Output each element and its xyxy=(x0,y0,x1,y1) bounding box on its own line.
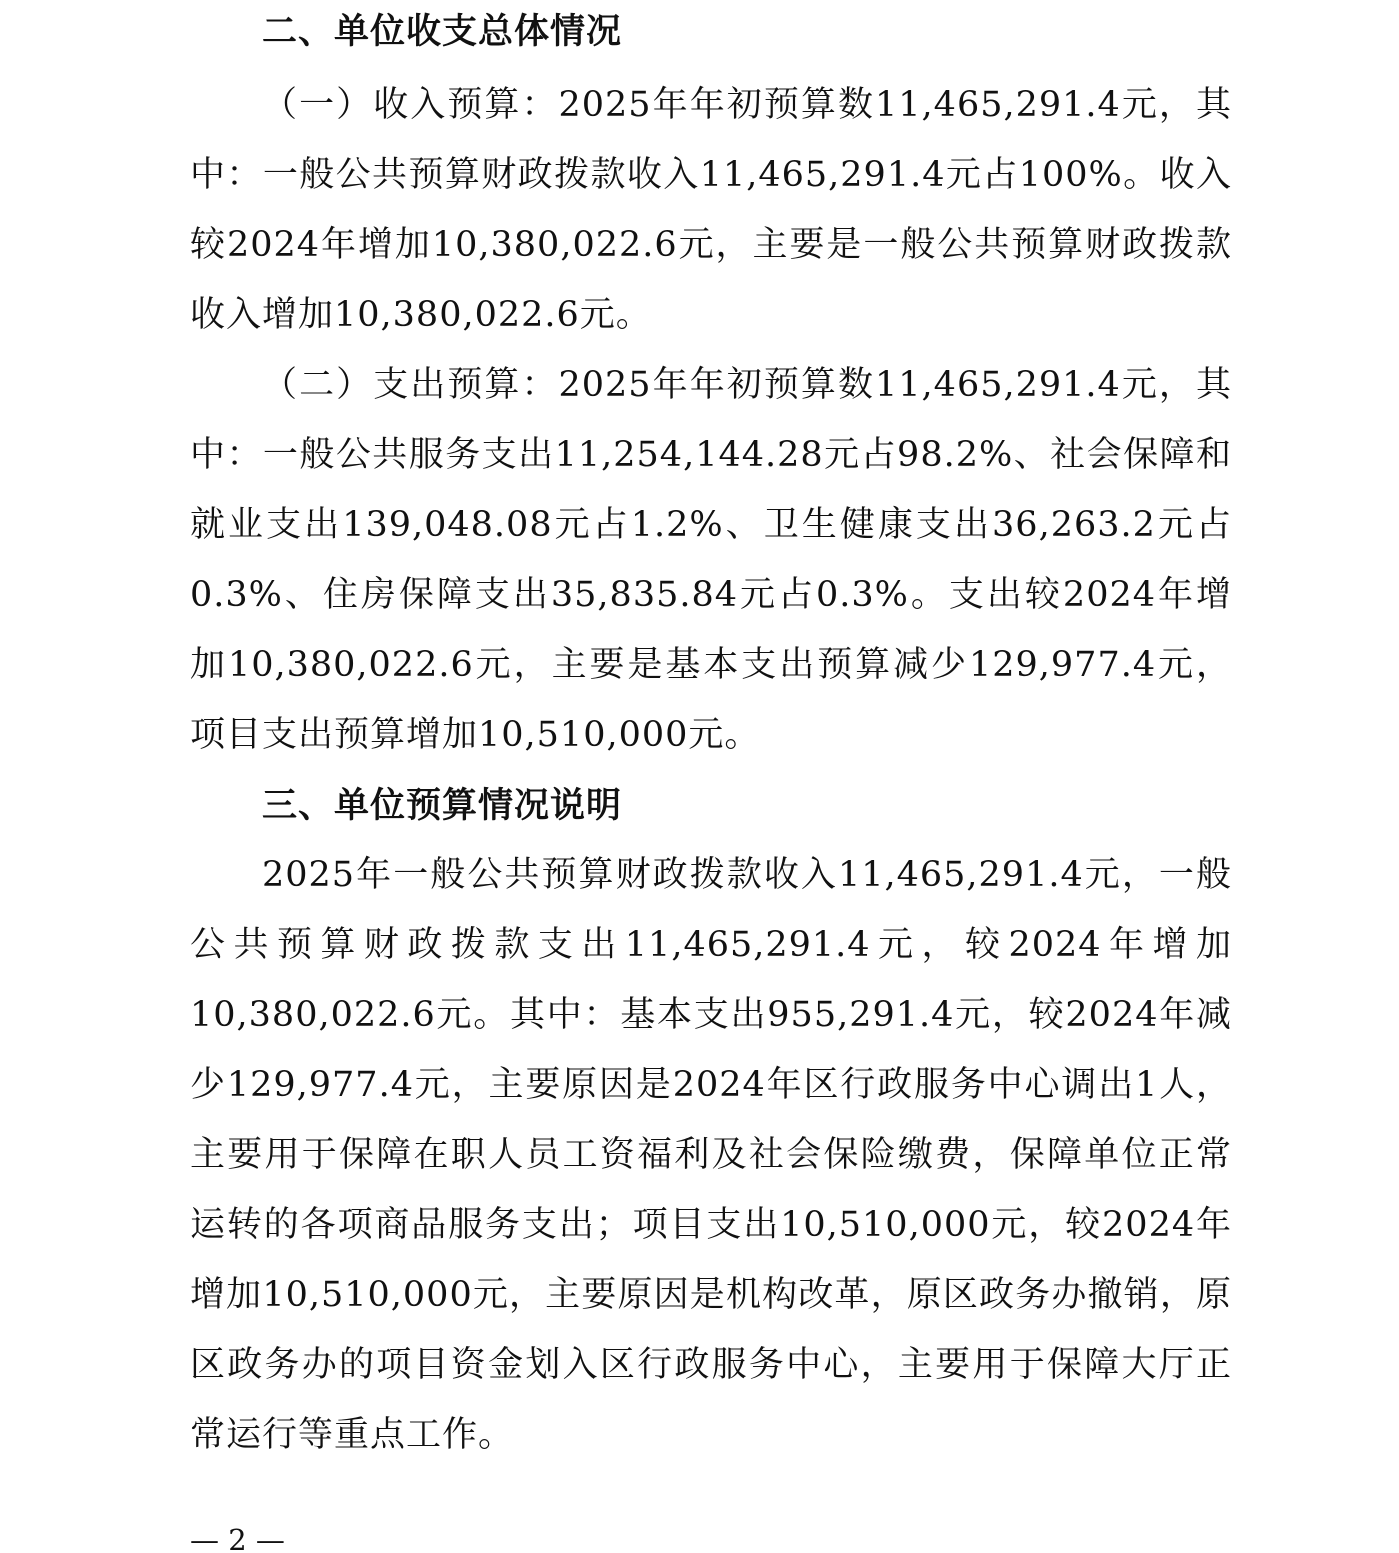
section-heading-income-expenditure: 二、单位收支总体情况 xyxy=(262,12,623,52)
expenditure-budget-paragraph: （二）支出预算：2025年年初预算数11,465,291.4元，其中：一般公共服务支出11,254,144.28元占98.2%、社会保障和就业支出139,048.08元占1.2%、卫生健康支出36,263.2元占0.3%、住房保障支出35,835.84元占0.3%。支出较2024年增加10,380,022.6元，主要是基本支出预算减少129,977.4元，项目支出预算增加10,510,000元。 xyxy=(190,365,1232,755)
budget-explanation-paragraph: 2025年一般公共预算财政拨款收入11,465,291.4元，一般公共预算财政拨款支出11,465,291.4元，较2024年增加10,380,022.6元。其中：基本支出955,291.4元，较2024年减少129,977.4元，主要原因是2024年区行政服务中心调出1人，主要用于保障在职人员工资福利及社会保险缴费，保障单位正常运转的各项商品服务支出；项目支出10,510,000元，较2024年增加10,510,000元，主要原因是机构改革，原区政务办撤销，原区政务办的项目资金划入区行政服务中心，主要用于保障大厅正常运行等重点工作。 xyxy=(190,855,1232,1455)
page-number: — 2 — xyxy=(190,1523,285,1553)
income-budget-paragraph: （一）收入预算：2025年年初预算数11,465,291.4元，其中：一般公共预算财政拨款收入11,465,291.4元占100%。收入较2024年增加10,380,022.6元，主要是一般公共预算财政拨款收入增加10,380,022.6元。 xyxy=(190,85,1232,335)
section-heading-budget-explanation: 三、单位预算情况说明 xyxy=(262,786,623,826)
